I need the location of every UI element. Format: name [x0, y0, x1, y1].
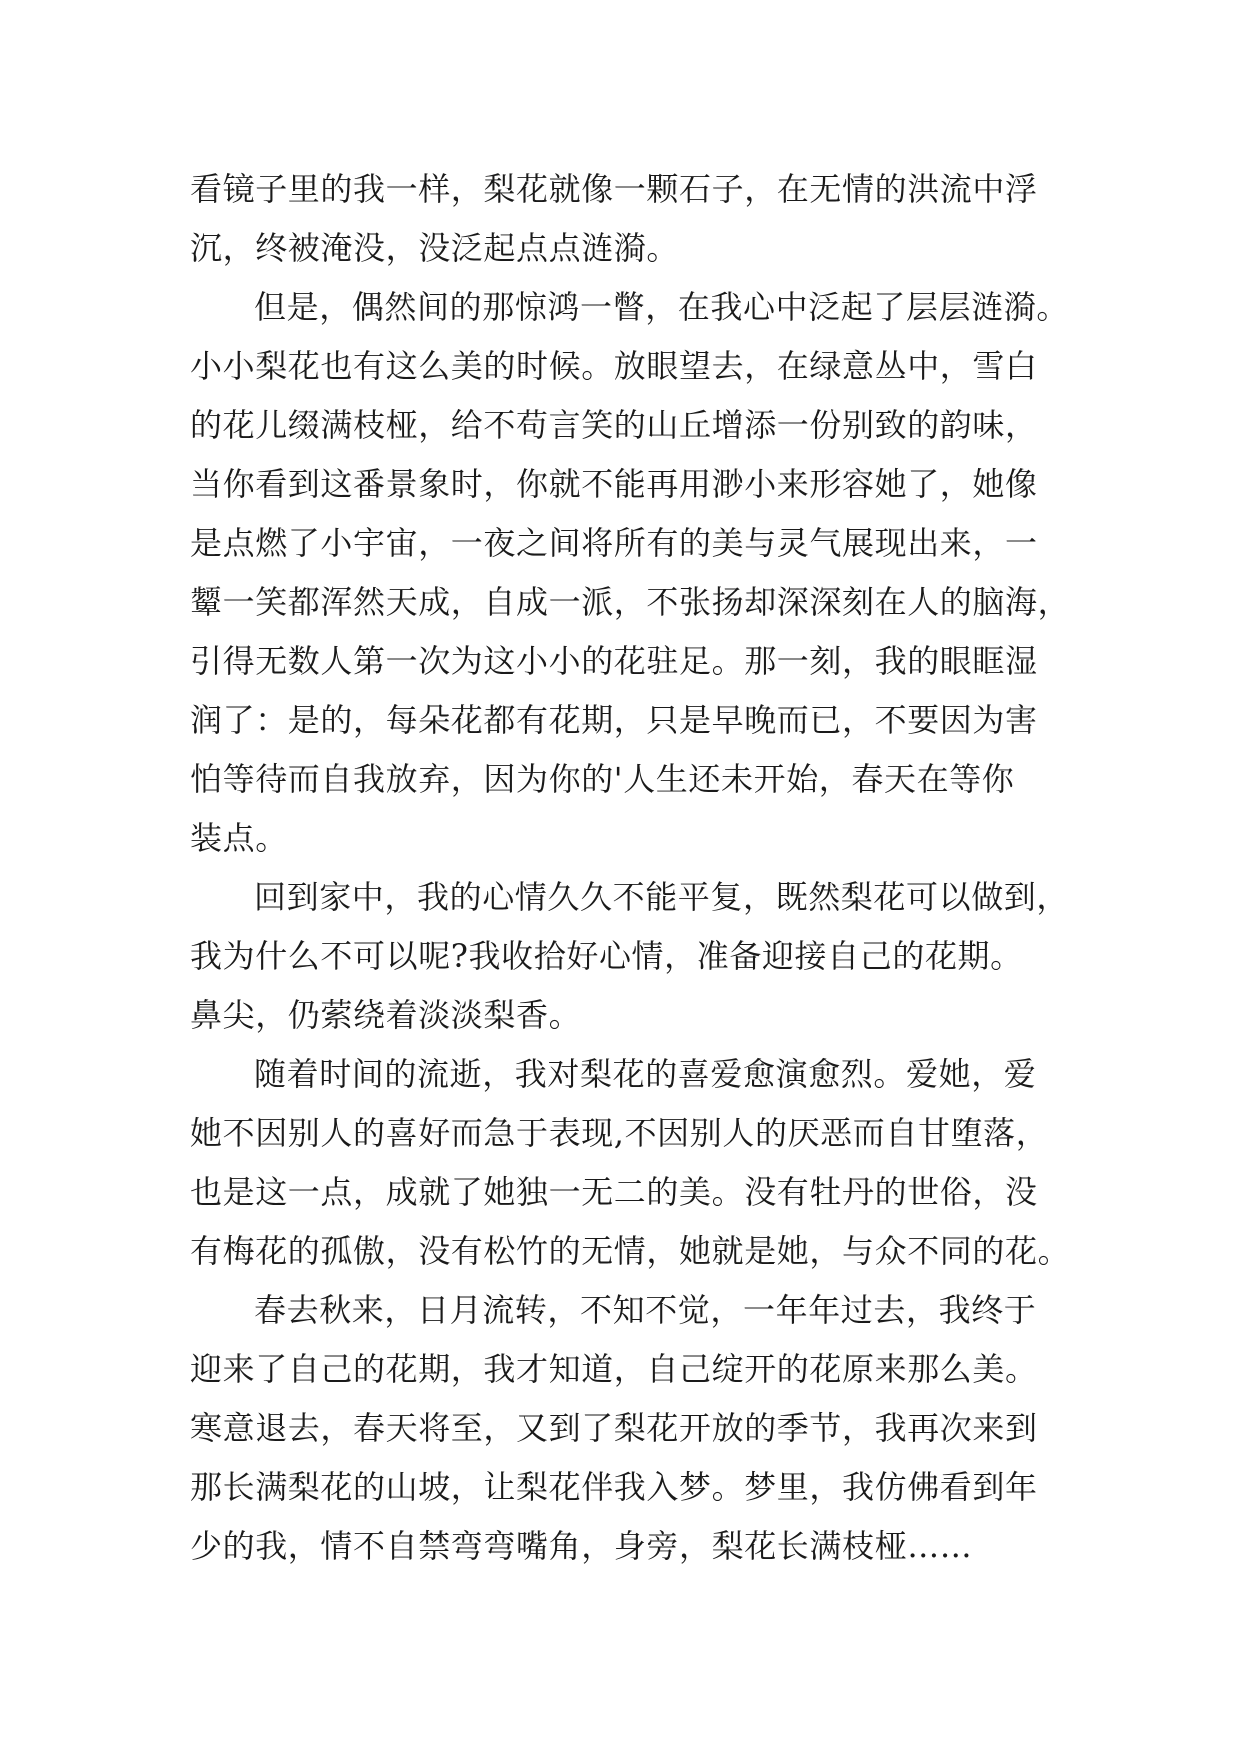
text-line: 也是这一点，成就了她独一无二的美。没有牡丹的世俗，没	[190, 1173, 1038, 1211]
text-line: 当你看到这番景象时，你就不能再用渺小来形容她了，她像	[190, 465, 1038, 503]
document-body	[190, 160, 1070, 1576]
paragraph-2	[190, 278, 1070, 868]
text-line: 润了：是的，每朵花都有花期，只是早晚而已，不要因为害	[190, 701, 1038, 739]
text-line: 随着时间的流逝，我对梨花的喜爱愈演愈烈。爱她，爱	[254, 1055, 1037, 1093]
text-line: 沉，终被淹没，没泛起点点涟漪。	[190, 229, 680, 267]
text-line: 我为什么不可以呢?我收拾好心情，准备迎接自己的花期。	[190, 937, 1023, 975]
text-line: 怕等待而自我放弃，因为你的'人生还未开始，春天在等你	[190, 760, 1015, 798]
text-line: 的花儿缀满枝桠，给不苟言笑的山丘增添一份别致的韵味，	[190, 406, 1038, 444]
text-line: 装点。	[190, 819, 288, 857]
text-line: 那长满梨花的山坡，让梨花伴我入梦。梦里，我仿佛看到年	[190, 1468, 1038, 1506]
text-line: 迎来了自己的花期，我才知道，自己绽开的花原来那么美。	[190, 1350, 1038, 1388]
text-line: 她不因别人的喜好而急于表现,不因别人的厌恶而自甘堕落，	[190, 1114, 1049, 1152]
text-line: 少的我，情不自禁弯弯嘴角，身旁，梨花长满枝桠……	[190, 1527, 973, 1565]
paragraph-1	[190, 160, 1070, 278]
text-line: 有梅花的孤傲，没有松竹的无情，她就是她，与众不同的花。	[190, 1232, 1071, 1270]
text-line: 看镜子里的我一样，梨花就像一颗石子，在无情的洪流中浮	[190, 170, 1038, 208]
text-line: 鼻尖，仍萦绕着淡淡梨香。	[190, 996, 582, 1034]
paragraph-3	[190, 868, 1070, 1045]
text-line: 寒意退去，春天将至，又到了梨花开放的季节，我再次来到	[190, 1409, 1038, 1447]
text-line: 春去秋来，日月流转，不知不觉，一年年过去，我终于	[254, 1291, 1037, 1329]
text-line: 引得无数人第一次为这小小的花驻足。那一刻，我的眼眶湿	[190, 642, 1038, 680]
paragraph-5	[190, 1281, 1070, 1576]
text-line: 但是，偶然间的那惊鸿一瞥，在我心中泛起了层层涟漪。	[254, 288, 1070, 326]
text-line: 回到家中，我的心情久久不能平复，既然梨花可以做到，	[254, 878, 1070, 916]
text-line: 是点燃了小宇宙，一夜之间将所有的美与灵气展现出来，一	[190, 524, 1038, 562]
text-line: 颦一笑都浑然天成，自成一派，不张扬却深深刻在人的脑海，	[190, 583, 1071, 621]
paragraph-4	[190, 1045, 1070, 1281]
text-line: 小小梨花也有这么美的时候。放眼望去，在绿意丛中，雪白	[190, 347, 1038, 385]
